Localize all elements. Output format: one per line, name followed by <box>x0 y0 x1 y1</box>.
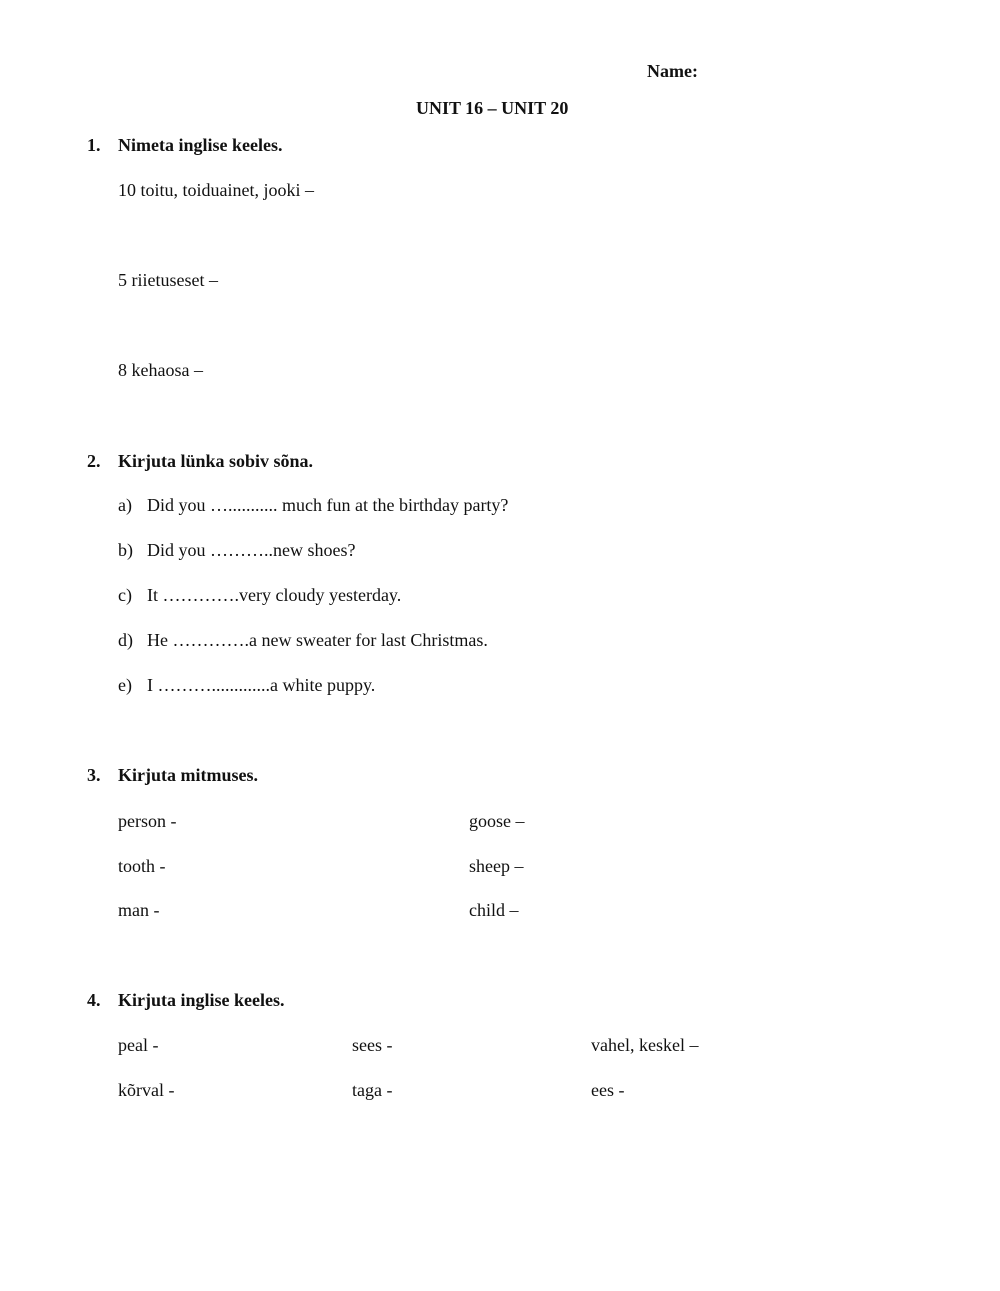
name-label: Name: <box>647 61 698 81</box>
section-2-sentence: It ………….very cloudy yesterday. <box>147 585 402 605</box>
section-1-item: 10 toitu, toiduainet, jooki – <box>118 180 314 200</box>
section-4-heading: Kirjuta inglise keeles. <box>118 990 285 1010</box>
preposition-word: vahel, keskel – <box>591 1035 699 1055</box>
plural-word: tooth - <box>118 856 166 876</box>
section-2-letter: a) <box>118 495 132 515</box>
section-2-letter: b) <box>118 540 133 560</box>
plural-word: sheep – <box>469 856 524 876</box>
section-2-letter: e) <box>118 675 132 695</box>
plural-word: man - <box>118 900 160 920</box>
section-1-heading: Nimeta inglise keeles. <box>118 135 283 155</box>
section-2-sentence: He ………….a new sweater for last Christmas. <box>147 630 488 650</box>
section-2-heading: Kirjuta lünka sobiv sõna. <box>118 451 314 471</box>
section-4-number: 4. <box>87 990 101 1010</box>
plural-word: goose – <box>469 811 525 831</box>
section-2-sentence: I ……….............a white puppy. <box>147 675 376 695</box>
plural-word: person - <box>118 811 177 831</box>
section-2-letter: d) <box>118 630 133 650</box>
preposition-word: peal - <box>118 1035 159 1055</box>
section-2-number: 2. <box>87 451 101 471</box>
preposition-word: ees - <box>591 1080 625 1100</box>
preposition-word: sees - <box>352 1035 393 1055</box>
preposition-word: taga - <box>352 1080 393 1100</box>
section-3-heading: Kirjuta mitmuses. <box>118 765 258 785</box>
preposition-word: kõrval - <box>118 1080 175 1100</box>
section-3-number: 3. <box>87 765 101 785</box>
section-2-sentence: Did you …........... much fun at the birthday party? <box>147 495 509 515</box>
plural-word: child – <box>469 900 519 920</box>
section-2-sentence: Did you ………..new shoes? <box>147 540 356 560</box>
section-1-item: 8 kehaosa – <box>118 360 203 380</box>
section-2-letter: c) <box>118 585 132 605</box>
section-1-item: 5 riietuseset – <box>118 270 218 290</box>
section-1-number: 1. <box>87 135 101 155</box>
page-title: UNIT 16 – UNIT 20 <box>416 98 569 118</box>
